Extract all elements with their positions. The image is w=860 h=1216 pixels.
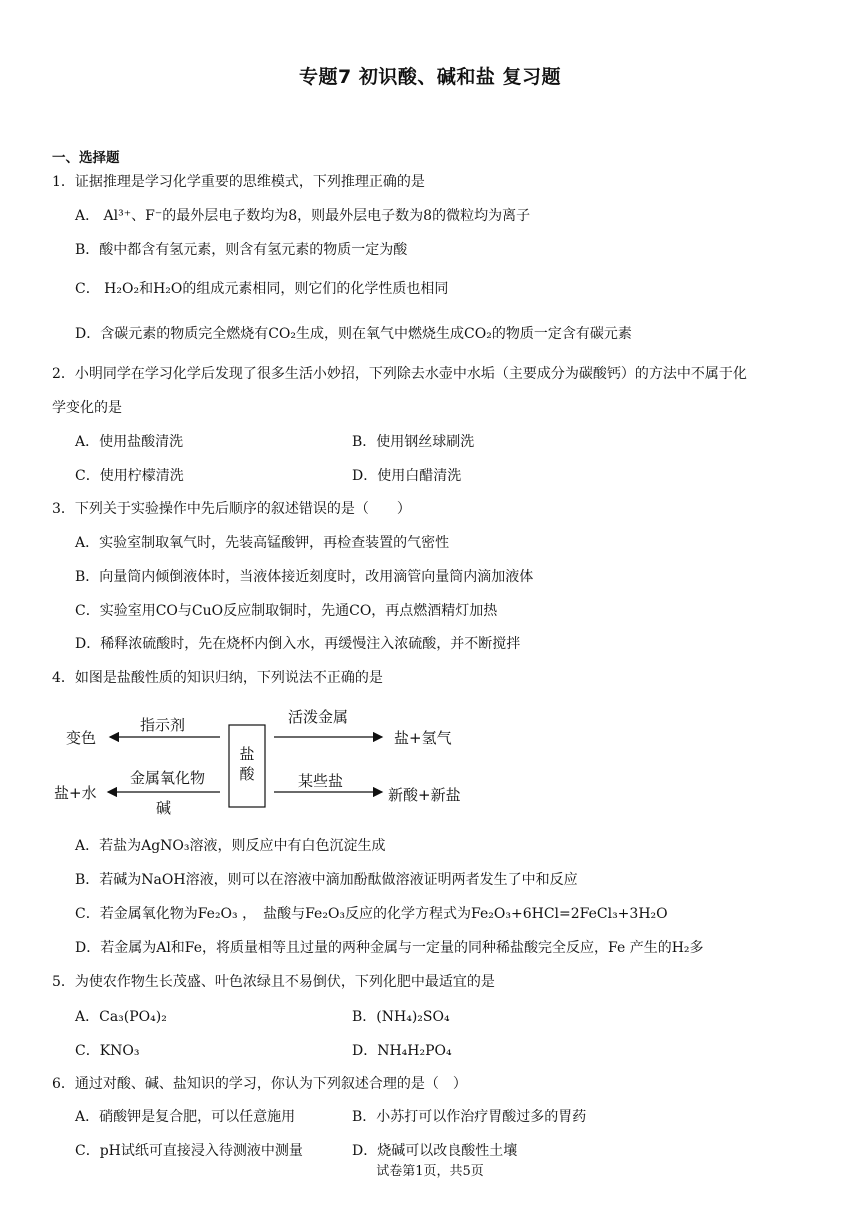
q1-option-b: B．酸中都含有氢元素，则含有氢元素的物质一定为酸	[75, 242, 408, 258]
q3-option-c: C．实验室用CO与CuO反应制取铜时，先通CO，再点燃酒精灯加热	[75, 603, 498, 619]
label-new-acid-salt: 新酸+新盐	[388, 786, 461, 804]
q4-stem: 4．如图是盐酸性质的知识归纳，下列说法不正确的是	[52, 670, 383, 686]
label-color-change: 变色	[66, 729, 97, 747]
q1-option-a: A． Al³⁺、F⁻的最外层电子数均为8，则最外层电子数为8的微粒均为离子	[75, 208, 531, 224]
page-title: 专题7 初识酸、碱和盐 复习题	[299, 66, 561, 88]
label-some-salt: 某些盐	[298, 772, 344, 790]
q2-option-c: C．使用柠檬清洗	[75, 468, 184, 484]
q1-option-d: D．含碳元素的物质完全燃烧有CO₂生成，则在氧气中燃烧生成CO₂的物质一定含有碳元素	[75, 326, 632, 342]
hcl-properties-diagram	[52, 700, 472, 820]
q5-option-b: B．(NH₄)₂SO₄	[352, 1009, 450, 1025]
section-heading: 一、选择题	[52, 150, 120, 166]
q6-option-c: C．pH试纸可直接浸入待测液中测量	[75, 1143, 303, 1159]
q3-stem: 3．下列关于实验操作中先后顺序的叙述错误的是（ ）	[52, 501, 411, 517]
q4-option-d: D．若金属为Al和Fe，将质量相等且过量的两种金属与一定量的同种稀盐酸完全反应，Fe 产生的H₂多	[75, 940, 704, 956]
q3-option-d: D．稀释浓硫酸时，先在烧杯内倒入水，再缓慢注入浓硫酸，并不断搅拌	[75, 636, 521, 652]
q3-option-b: B．向量筒内倾倒液体时，当液体接近刻度时，改用滴管向量筒内滴加液体	[75, 569, 534, 585]
label-active-metal: 活泼金属	[288, 708, 349, 726]
label-salt-water: 盐+水	[54, 784, 97, 802]
q2-stem-line1: 2．小明同学在学习化学后发现了很多生活小妙招，下列除去水壶中水垢（主要成分为碳酸钙）的方法中不属于化	[52, 366, 747, 382]
label-base: 碱	[156, 799, 172, 817]
page-footer: 试卷第1页，共5页	[376, 1164, 484, 1179]
q6-option-a: A．硝酸钾是复合肥，可以任意施用	[75, 1109, 296, 1125]
label-metal-oxide: 金属氧化物	[130, 769, 206, 787]
q5-option-c: C．KNO₃	[75, 1043, 140, 1059]
q4-option-b: B．若碱为NaOH溶液，则可以在溶液中滴加酚酞做溶液证明两者发生了中和反应	[75, 872, 578, 888]
q2-option-d: D．使用白醋清洗	[352, 468, 462, 484]
q5-stem: 5．为使农作物生长茂盛、叶色浓绿且不易倒伏，下列化肥中最适宜的是	[52, 974, 495, 990]
q6-stem: 6．通过对酸、碱、盐知识的学习，你认为下列叙述合理的是（ ）	[52, 1076, 467, 1092]
q2-option-a: A．使用盐酸清洗	[75, 434, 184, 450]
q1-stem: 1．证据推理是学习化学重要的思维模式，下列推理正确的是	[52, 174, 425, 190]
label-indicator: 指示剂	[140, 716, 186, 734]
q2-stem-line2: 学变化的是	[52, 400, 122, 416]
q5-option-d: D．NH₄H₂PO₄	[352, 1043, 452, 1059]
q2-option-b: B．使用钢丝球刷洗	[352, 434, 475, 450]
label-salt-hydrogen: 盐+氢气	[394, 729, 452, 747]
q4-option-c: C．若金属氧化物为Fe₂O₃ ， 盐酸与Fe₂O₃反应的化学方程式为Fe₂O₃+6HCl=2FeCl₃+3H₂O	[75, 906, 668, 922]
q3-option-a: A．实验室制取氧气时，先装高锰酸钾，再检查装置的气密性	[75, 535, 450, 551]
q4-option-a: A．若盐为AgNO₃溶液，则反应中有白色沉淀生成	[75, 838, 386, 854]
q5-option-a: A．Ca₃(PO₄)₂	[75, 1009, 167, 1025]
q6-option-b: B．小苏打可以作治疗胃酸过多的胃药	[352, 1109, 587, 1125]
q1-option-c: C． H₂O₂和H₂O的组成元素相同，则它们的化学性质也相同	[75, 281, 449, 297]
center-label: 盐酸	[239, 745, 255, 783]
q6-option-d: D．烧碱可以改良酸性土壤	[352, 1143, 518, 1159]
